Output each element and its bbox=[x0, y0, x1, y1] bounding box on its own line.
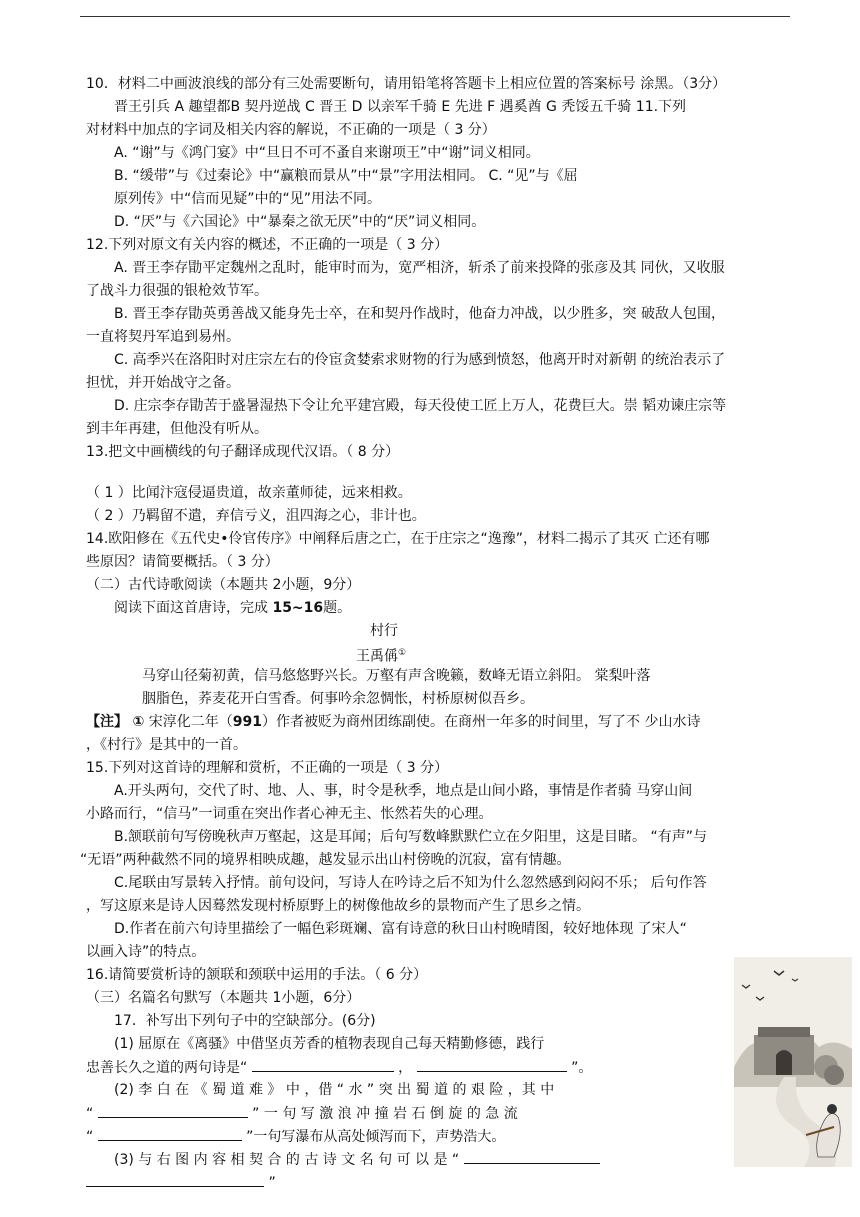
intro-end: 题。 bbox=[323, 600, 352, 616]
note-text2: ）作者被贬为商州团练副使。在商州一年多的时间里，写了不 少山水诗 bbox=[262, 714, 701, 730]
q17-stem: 17．补写出下列句子中的空缺部分。(6分) bbox=[114, 1013, 376, 1029]
item3-text: (3) 与 右 图 内 容 相 契 合 的 古 诗 文 名 句 可 以 是 “ bbox=[114, 1152, 460, 1168]
item2-quote2: “ bbox=[86, 1129, 94, 1145]
item2-text2: ”一句写瀑布从高处倾泻而下，声势浩大。 bbox=[246, 1129, 506, 1145]
blank-1b[interactable] bbox=[417, 1057, 567, 1072]
q12-option-d-line2: 到丰年再建，但他没有听从。 bbox=[86, 421, 268, 437]
q16-stem: 16.请简要赏析诗的颔联和颈联中运用的手法。（ 6 分） bbox=[86, 967, 428, 983]
item1-sep: ， bbox=[398, 1060, 413, 1076]
blank-2b[interactable] bbox=[98, 1126, 242, 1141]
q14-line1: 14.欧阳修在《五代史•伶官传序》中阐释后唐之亡，在于庄宗之“逸豫”，材料二揭示了其灭 亡还有哪 bbox=[86, 531, 710, 547]
q13-sentence-2: （ 2 ）乃羁留不遣，弃信亏义，沮四海之心，非计也。 bbox=[86, 508, 426, 524]
q17-item3-line1 bbox=[114, 1149, 600, 1171]
q14-line2: 些原因？请简要概括。（ 3 分） bbox=[86, 554, 279, 570]
item2-text: ” 一 句 写 激 浪 冲 撞 岩 石 倒 旋 的 急 流 bbox=[252, 1106, 518, 1122]
q15-option-c-line1: C.尾联由写景转入抒情。前句设问，写诗人在吟诗之后不知为什么忽然感到闷闷不乐； 后句作答 bbox=[114, 875, 707, 891]
q12-option-d-line1: D. 庄宗李存勖苦于盛暑湿热下令让允平建宫殿，每天役使工匠上万人，花费巨大。崇 韬劝谏庄宗等 bbox=[114, 398, 727, 414]
poem-title: 村行 bbox=[370, 623, 398, 639]
blank-3a[interactable] bbox=[464, 1149, 600, 1164]
q17-item3-line2 bbox=[86, 1172, 276, 1194]
q11-option-b: B. “缓带”与《过秦论》中“赢粮而景从”中“景”字用法相同。 C. “见”与《屈 bbox=[114, 168, 578, 184]
poem-note-line2: ，《村行》是其中的一首。 bbox=[86, 737, 247, 753]
item1-prefix: 忠善长久之道的两句诗是“ bbox=[86, 1060, 248, 1076]
note-mark: ① bbox=[132, 714, 145, 730]
q12-option-c-line1: C. 高季兴在洛阳时对庄宗左右的伶宦贪婪索求财物的行为感到愤怒，他离开时对新朝 的统治表示了 bbox=[114, 352, 726, 368]
intro-range: 15~16 bbox=[272, 600, 324, 616]
q17-item2-line2 bbox=[86, 1103, 518, 1125]
q12-option-b-line1: B. 晋王李存勖英勇善战又能身先士卒，在和契丹作战时，他奋力冲战，以少胜多，突 破敌人包围， bbox=[114, 306, 725, 322]
q15-option-c-line2: ，写这原来是诗人因蓦然发现村桥原野上的树像他故乡的景物而产生了思乡之情。 bbox=[86, 898, 590, 914]
q15-option-d-line2: 以画入诗”的特点。 bbox=[86, 944, 206, 960]
figure-head bbox=[827, 1104, 837, 1114]
q17-item1-line1: (1) 屈原在《离骚》中借坚贞芳香的植物表现自己每天精勤修德，践行 bbox=[114, 1036, 545, 1052]
blank-2a[interactable] bbox=[98, 1103, 248, 1118]
section3-heading: （三）名篇名句默写（本题共 1小题，6分） bbox=[86, 990, 361, 1006]
item1-end: ”。 bbox=[571, 1060, 593, 1076]
q12-option-a-line2: 了战斗力很强的银枪效节军。 bbox=[86, 283, 268, 299]
q12-stem: 12.下列对原文有关内容的概述，不正确的一项是（ 3 分） bbox=[86, 237, 449, 253]
gate-arch bbox=[776, 1050, 792, 1075]
blank-1a[interactable] bbox=[252, 1057, 394, 1072]
q13-stem: 13.把文中画横线的句子翻译成现代汉语。（ 8 分） bbox=[86, 444, 400, 460]
q13-sentence-1: （ 1 ）比闻汴寇侵逼贵道，故亲董师徒，远来相救。 bbox=[86, 485, 412, 501]
q11-option-d: D. “厌”与《六国论》中“暴秦之欲无厌”中的“厌”词义相同。 bbox=[114, 214, 486, 230]
poem-author bbox=[356, 643, 406, 665]
poem-line1: 马穿山径菊初黄，信马悠悠野兴长。万壑有声含晚籁，数峰无语立斜阳。 棠梨叶落 bbox=[142, 668, 651, 684]
ink-painting-illustration bbox=[734, 957, 852, 1167]
q15-option-d-line1: D.作者在前六句诗里描绘了一幅色彩斑斓、富有诗意的秋日山村晚晴图，较好地体现 了宋人“ bbox=[114, 921, 687, 937]
item2-quote: “ bbox=[86, 1106, 94, 1122]
section2-heading: （二）古代诗歌阅读（本题共 2小题，9分） bbox=[86, 577, 361, 593]
q12-option-a-line1: A. 晋王李存勖平定魏州之乱时，能审时而为，宽严相济，斩杀了前来投降的张彦及其 同伙，又收服 bbox=[114, 260, 725, 276]
poem-line2: 胭脂色，荞麦花开白雪香。何事吟余忽惆怅，村桥原树似吾乡。 bbox=[142, 691, 534, 707]
q15-option-a-line1: A.开头两句，交代了时、地、人、事，时令是秋季，地点是山间小路，事情是作者骑 马穿山间 bbox=[114, 783, 693, 799]
q15-option-a-line2: 小路而行，“信马”一词重在突出作者心神无主、怅然若失的心理。 bbox=[86, 806, 493, 822]
item3-end: ” bbox=[268, 1175, 276, 1191]
note-text1: 宋淳化二年（ bbox=[144, 714, 233, 730]
q17-item2-line1: (2) 李 白 在 《 蜀 道 难 》 中 ，借 “ 水 ” 突 出 蜀 道 的 艰 险 ，其 中 bbox=[114, 1082, 555, 1098]
q10-line1: 10．材料二中画波浪线的部分有三处需要断句，请用铅笔将答题卡上相应位置的答案标号 涂黑。（3分） bbox=[86, 76, 727, 92]
q15-option-b-line2: “无语”两种截然不同的境界相映成趣，越发显示出山村傍晚的沉寂，富有情趣。 bbox=[80, 852, 571, 868]
note-year: 991 bbox=[232, 714, 262, 730]
note-label: 【注】 bbox=[86, 714, 128, 730]
intro-text: 阅读下面这首唐诗，完成 bbox=[114, 600, 273, 616]
section2-intro bbox=[114, 598, 351, 620]
q15-stem: 15.下列对这首诗的理解和赏析，不正确的一项是（ 3 分） bbox=[86, 760, 449, 776]
q12-option-b-line2: 一直将契丹军追到易州。 bbox=[86, 329, 240, 345]
q12-option-c-line2: 担忧，并开始战守之备。 bbox=[86, 375, 240, 391]
q15-option-b-line1: B.颔联前句写傍晚秋声万壑起，这是耳闻；后句写数峰默默伫立在夕阳里，这是目睹。 “有声”与 bbox=[114, 829, 708, 845]
q10-line2: 晋王引兵 A 趣望都B 契丹逆战 C 晋王 D 以亲军千骑 E 先进 F 遇奚酋 G 秃馁五千骑 11.下列 bbox=[114, 99, 687, 115]
header-rule bbox=[80, 16, 790, 17]
q17-item1-line2 bbox=[86, 1057, 592, 1079]
q11-option-a: A. “谢”与《鸿门宴》中“旦日不可不蚤自来谢项王”中“谢”词义相同。 bbox=[114, 145, 540, 161]
poem-author-name: 王禹偁 bbox=[356, 648, 398, 665]
q17-item2-line3 bbox=[86, 1126, 505, 1148]
blank-3b[interactable] bbox=[86, 1172, 264, 1187]
poem-note-mark: ① bbox=[398, 648, 407, 658]
q10-line3: 对材料中加点的字词及相关内容的解说，不正确的一项是（ 3 分） bbox=[86, 122, 496, 138]
poem-note bbox=[86, 712, 700, 734]
q11-option-c: 原列传》中“信而见疑”中的“见”用法不同。 bbox=[114, 191, 382, 207]
